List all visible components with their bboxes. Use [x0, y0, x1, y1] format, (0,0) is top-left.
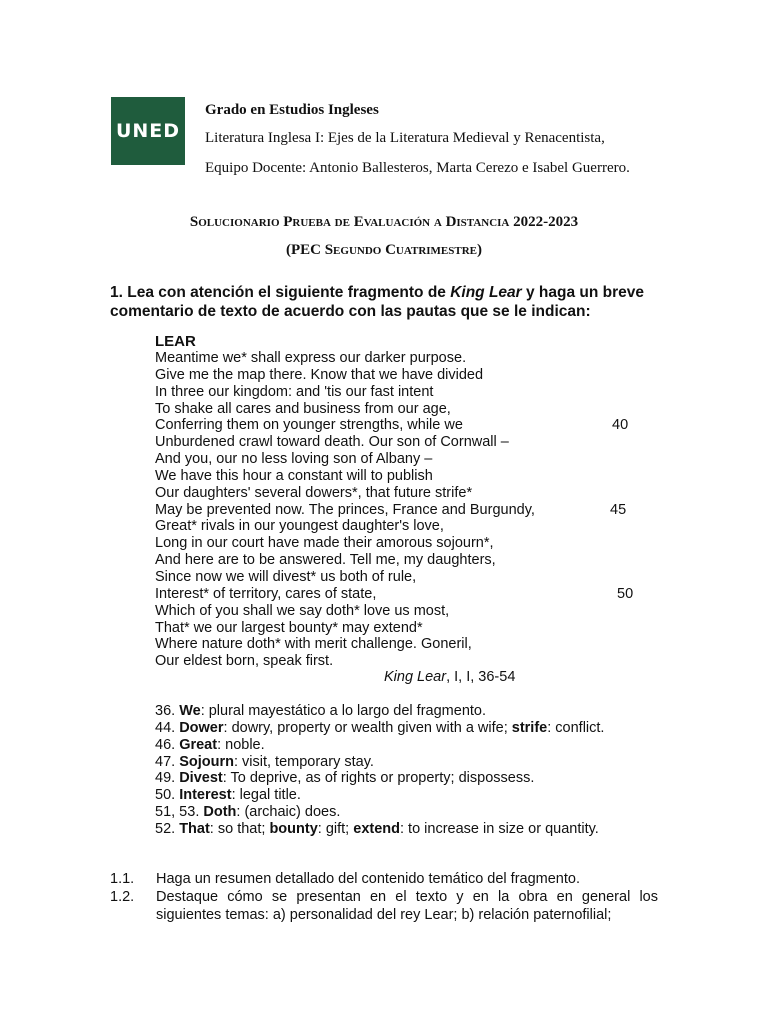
glossary-term: Divest: [179, 770, 223, 787]
line-number: 45: [610, 501, 627, 518]
verse-text: Give me the map there. Know that we have divided: [155, 366, 484, 383]
teaching-team: Equipo Docente: Antonio Ballesteros, Marta Cerezo e Isabel Guerrero.: [205, 160, 630, 176]
glossary-text: : visit, temporary stay.: [233, 753, 374, 770]
document-subtitle: (PEC Segundo Cuatrimestre): [285, 242, 483, 258]
glossary-text: : gift;: [317, 820, 354, 837]
subquestion-text: Destaque cómo se presentan en el texto y en la obra en general los siguientes temas: a) personalidad del rey Lear; b) relación paternofilial;: [156, 889, 658, 923]
glossary-text: : noble.: [217, 736, 265, 753]
glossary-text: : conflict.: [547, 719, 605, 736]
verse-text: Since now we will divest* us both of rule,: [155, 568, 417, 585]
verse-text: Interest* of territory, cares of state,: [155, 585, 377, 602]
glossary-note: [155, 821, 675, 838]
question-1-work: King Lear: [450, 284, 522, 301]
line-number: 50: [617, 585, 634, 602]
source-title: King Lear: [384, 669, 447, 685]
verse-line: [155, 485, 655, 502]
verse-text: Our daughters' several dowers*, that future strife*: [155, 484, 473, 501]
glossary-term: Dower: [179, 719, 224, 736]
verse-line: [155, 653, 655, 670]
degree-title: Grado en Estudios Ingleses: [205, 102, 379, 118]
verse-text: Conferring them on younger strengths, while we: [155, 417, 463, 434]
glossary-term: That: [179, 820, 210, 837]
glossary-term: Great: [179, 736, 218, 753]
speaker-name: LEAR: [155, 333, 196, 350]
glossary-text: : so that;: [209, 820, 270, 837]
course-title: Literatura Inglesa I: Ejes de la Literatura Medieval y Renacentista,: [205, 130, 605, 146]
glossary-text: : To deprive, as of rights or property; dispossess.: [222, 770, 535, 787]
verse-text: We have this hour a constant will to publish: [155, 467, 433, 484]
subquestion-number: 1.2.: [110, 889, 135, 905]
verse-line: [155, 367, 655, 384]
question-1-suffix: y haga un breve comentario de texto de acuerdo con las pautas que se le indican:: [110, 284, 645, 320]
glossary-note: [155, 720, 675, 737]
question-1: [110, 283, 660, 321]
glossary-note: [155, 787, 675, 804]
verse-text: To shake all cares and business from our age,: [155, 400, 451, 417]
glossary-text: 46.: [155, 736, 180, 753]
document-title: Solucionario Prueba de Evaluación a Distancia 2022-2023: [189, 214, 579, 230]
glossary-note: [155, 754, 675, 771]
glossary-text: : to increase in size or quantity.: [400, 820, 599, 837]
verse-line: [155, 350, 655, 367]
verse-line: [155, 569, 655, 586]
verse-text: Our eldest born, speak first.: [155, 653, 334, 670]
verse-line: [155, 417, 655, 434]
glossary-text: 51, 53.: [155, 804, 204, 821]
verse-text: Unburdened crawl toward death. Our son of Cornwall –: [155, 434, 509, 451]
question-1-prefix: 1. Lea con atención el siguiente fragmento de: [110, 284, 451, 301]
glossary-note: [155, 804, 675, 821]
glossary-term: bounty: [269, 820, 318, 837]
verse-line: [155, 586, 655, 603]
verse-line: [155, 535, 655, 552]
line-number: 40: [612, 417, 629, 434]
verse-line: [155, 384, 655, 401]
verse-line: [155, 502, 655, 519]
verse-line: [155, 451, 655, 468]
glossary-text: : dowry, property or wealth given with a wife;: [223, 719, 512, 736]
glossary-text: 47.: [155, 753, 180, 770]
verse-line: [155, 603, 655, 620]
verse-text: Meantime we* shall express our darker purpose.: [155, 350, 467, 366]
glossary-term: Sojourn: [179, 753, 234, 770]
source-reference: , I, I, 36-54: [446, 669, 516, 685]
glossary-text: 36.: [155, 703, 180, 719]
verse-text: Which of you shall we say doth* love us most,: [155, 602, 450, 619]
verse-line: [155, 401, 655, 418]
glossary-text: : plural mayestático a lo largo del fragmento.: [200, 703, 487, 719]
verse-line: [155, 552, 655, 569]
verse-text: And you, our no less loving son of Albany –: [155, 451, 433, 468]
glossary-text: : legal title.: [231, 787, 301, 804]
verse-line: [155, 434, 655, 451]
verse-text: That* we our largest bounty* may extend*: [155, 619, 423, 636]
glossary-term: extend: [353, 820, 400, 837]
uned-logo: UNED: [111, 97, 185, 165]
glossary-notes: [155, 703, 675, 838]
verse-passage: [155, 350, 655, 670]
verse-text: Great* rivals in our youngest daughter's love,: [155, 518, 444, 535]
verse-line: [155, 636, 655, 653]
glossary-text: 44.: [155, 719, 180, 736]
passage-source: [384, 669, 515, 685]
subquestion-text: Haga un resumen detallado del contenido temático del fragmento.: [156, 871, 580, 887]
glossary-text: : (archaic) does.: [236, 804, 341, 821]
glossary-note: [155, 770, 675, 787]
glossary-term: We: [179, 703, 201, 719]
verse-line: [155, 620, 655, 637]
subquestion-number: 1.1.: [110, 871, 135, 887]
verse-text: And here are to be answered. Tell me, my daughters,: [155, 552, 496, 569]
glossary-note: [155, 703, 675, 720]
glossary-term: Doth: [203, 804, 237, 821]
verse-text: Long in our court have made their amorous sojourn*,: [155, 535, 494, 552]
verse-line: [155, 468, 655, 485]
glossary-term: Interest: [179, 787, 232, 804]
glossary-text: 50.: [155, 787, 180, 804]
glossary-term: strife: [511, 719, 548, 736]
glossary-text: 52.: [155, 820, 180, 837]
verse-text: Where nature doth* with merit challenge. Goneril,: [155, 636, 472, 653]
verse-text: In three our kingdom: and 'tis our fast intent: [155, 383, 434, 400]
glossary-note: [155, 737, 675, 754]
glossary-text: 49.: [155, 770, 180, 787]
verse-line: [155, 518, 655, 535]
verse-text: May be prevented now. The princes, France and Burgundy,: [155, 501, 535, 518]
